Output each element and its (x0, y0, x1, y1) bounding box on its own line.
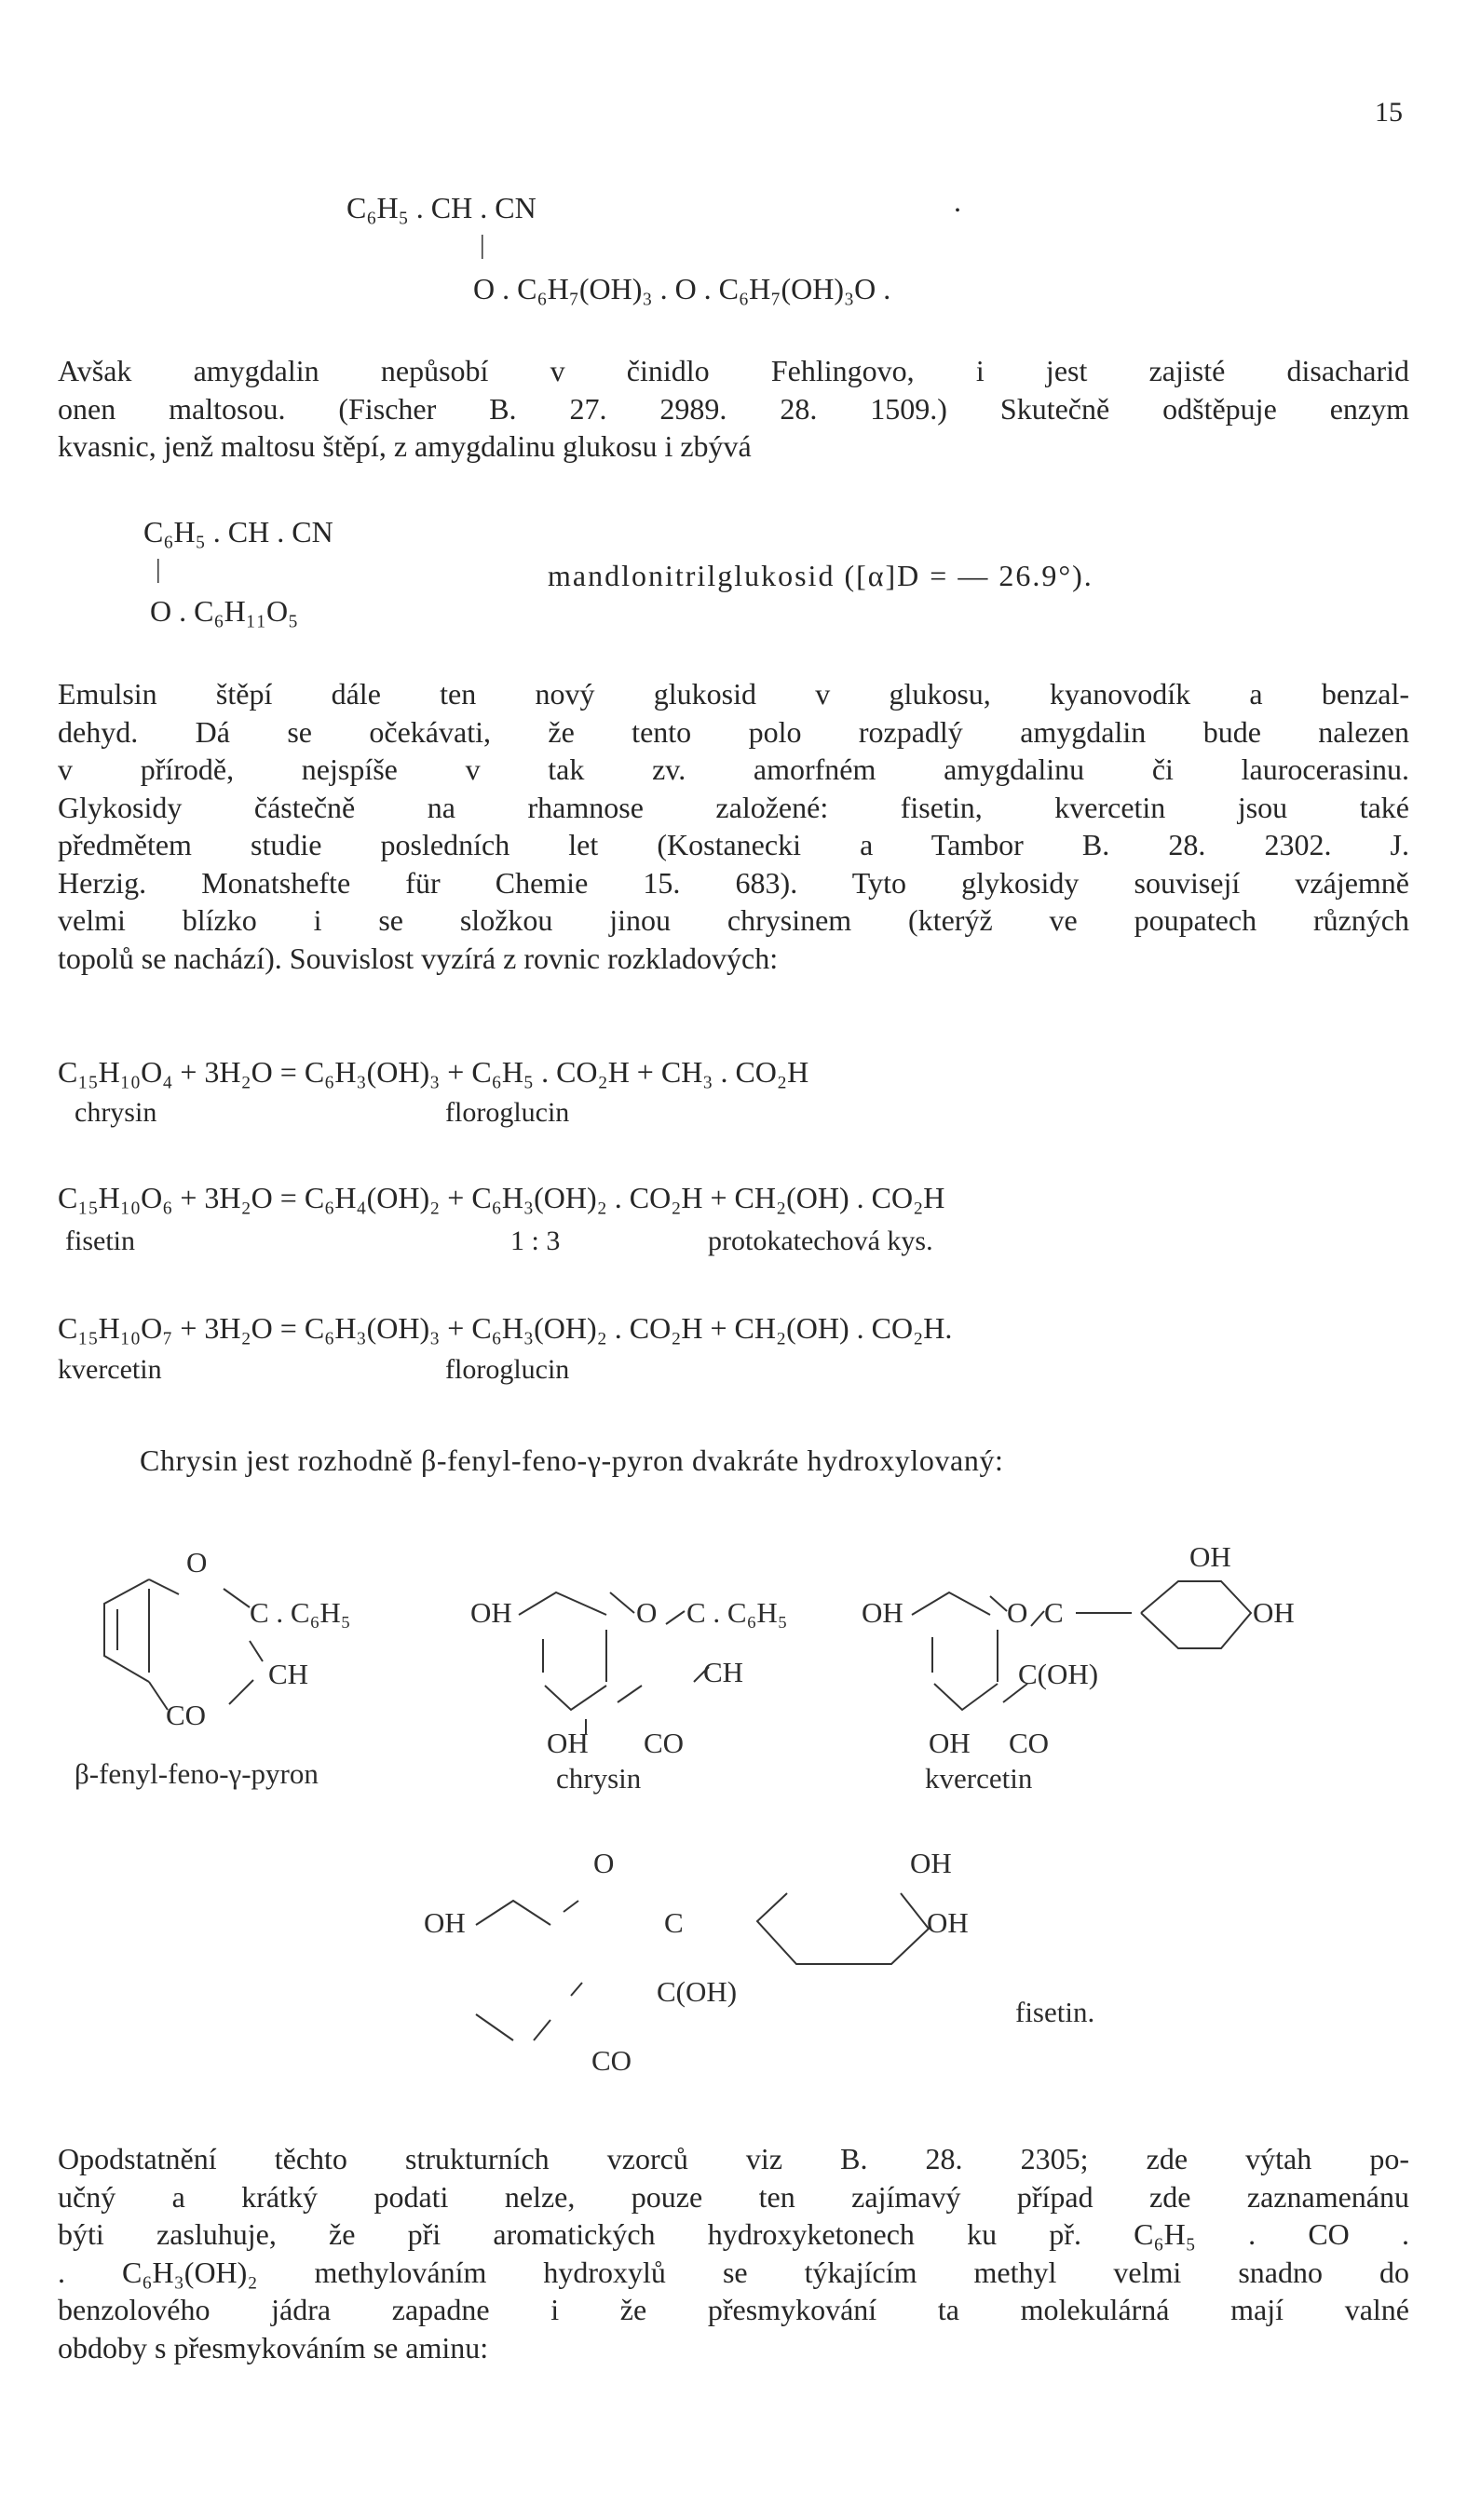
equation-formula: C₁₅H₁₀O₄ + 3H₂O = C₆H₃(OH)₃ + C₆H₅ . CO₂H + CH₃ . CO₂H (58, 1055, 809, 1089)
atom-label: OH (1189, 1540, 1231, 1573)
structure-label: β-fenyl-feno-γ-pyron (75, 1757, 319, 1790)
equation-label: fisetin (65, 1226, 135, 1256)
text-line: v přírodě, nejspíše v tak zv. amorfném amygdalinu či laurocerasinu. (58, 752, 1409, 786)
equation-formula: C₁₅H₁₀O₇ + 3H₂O = C₆H₃(OH)₃ + C₆H₃(OH)₂ . CO₂H + CH₂(OH) . CO₂H. (58, 1311, 953, 1345)
text-line: Opodstatnění těchto strukturních vzorců viz B. 28. 2305; zde výtah po- (58, 2142, 1409, 2175)
benzene-ring-bond (104, 1579, 149, 1682)
atom-label: OH (862, 1596, 903, 1629)
formula-line: C₆H₅ . CH . CN (346, 191, 537, 224)
formula-line: O . C₆H₇(OH)₃ . O . C₆H₇(OH)₃O . (473, 272, 891, 305)
atom-label: C (664, 1906, 684, 1939)
atom-label: OH (547, 1727, 589, 1759)
benzene-ring-bond (534, 2020, 550, 2040)
atom-label: O (636, 1596, 658, 1629)
atom-label: C . C₆H₅ (250, 1596, 351, 1629)
atom-label: O (1007, 1596, 1028, 1629)
paragraph (58, 2140, 1409, 2366)
formula-bond: | (480, 231, 485, 260)
atom-label: CO (1009, 1727, 1050, 1759)
page-number: 15 (1375, 97, 1403, 128)
benzene-ring-bond (1141, 1581, 1251, 1648)
text-line: Emulsin štěpí dále ten nový glukosid v glukosu, kyanovodík a benzal- (58, 677, 1409, 711)
text-line: předmětem studie posledních let (Kostanecki a Tambor B. 28. 2302. J. (58, 828, 1409, 861)
atom-label: C(OH) (1018, 1658, 1099, 1690)
text-line: velmi blízko i se složkou jinou chrysinem (kterýž ve poupatech různých (58, 903, 1409, 937)
text-line: obdoby s přesmykováním se aminu: (58, 2330, 489, 2364)
pyron-bond (224, 1589, 250, 1607)
equation-label: protokatechová kys. (708, 1226, 933, 1256)
benzene-ring-bond (610, 1592, 634, 1613)
atom-label: CH (703, 1656, 744, 1688)
atom-label: O (186, 1546, 208, 1578)
structure-kvercetin (862, 1518, 1383, 1795)
text-line: Glykosidy částečně na rhamnose založené: fisetin, kvercetin jsou také (58, 790, 1409, 824)
text-line: benzolového jádra zapadne i že přesmykování ta molekulárná mají valné (58, 2293, 1409, 2326)
benzene-ring-bond (476, 1901, 550, 1925)
structure-pyron (47, 1537, 531, 1797)
text-line: dehyd. Dá se očekávati, že tento polo rozpadlý amygdalin bude nalezen (58, 714, 1409, 749)
atom-label: C(OH) (657, 1975, 738, 2008)
paragraph (58, 675, 1409, 977)
atom-label: OH (929, 1727, 971, 1759)
benzene-ring-bond (564, 1901, 578, 1912)
pyron-bond (149, 1579, 179, 1594)
atom-label: OH (1253, 1596, 1295, 1629)
atom-label: OH (927, 1906, 969, 1939)
text-line: učný a krátký podati nelze, pouze ten zajímavý případ zde zaznamenánu (58, 2179, 1409, 2214)
equation-label: chrysin (75, 1097, 157, 1128)
atom-label: OH (910, 1847, 952, 1879)
text-line: . C₆H₃(OH)₂ methylováním hydroxylů se týkajícím methyl velmi snadno do (58, 2255, 1409, 2289)
structure-fisetin (424, 1839, 1169, 2119)
text-line: Avšak amygdalin nepůsobí v činidlo Fehlingovo, i jest zajisté disacharid (58, 354, 1409, 387)
equation-label: 1 : 3 (510, 1226, 561, 1256)
equation-label: floroglucin (445, 1097, 570, 1128)
pyron-bond (229, 1680, 253, 1704)
pyron-bond (149, 1682, 168, 1710)
atom-label: OH (424, 1906, 466, 1939)
benzene-ring-bond (934, 1684, 998, 1710)
pyron-bond (1031, 1611, 1044, 1626)
pyron-bond (250, 1641, 263, 1661)
text-line: Chrysin jest rozhodně β-fenyl-feno-γ-pyron dvakráte hydroxylovaný: (140, 1443, 1004, 1477)
atom-label: CH (268, 1658, 309, 1690)
atom-label: CO (644, 1727, 685, 1759)
structure-chrysin (470, 1537, 862, 1797)
benzene-ring-bond (912, 1592, 990, 1615)
benzene-ring-bond (990, 1596, 1007, 1611)
text-line: Herzig. Monatshefte für Chemie 15. 683). Tyto glykosidy souvisejí vzájemně (58, 865, 1409, 900)
formula-line: O . C₆H₁₁O₅ (150, 594, 299, 628)
formula-bond: | (156, 555, 161, 584)
benzene-ring-bond (545, 1686, 606, 1710)
pyron-bond (571, 1983, 582, 1996)
atom-label: O (593, 1847, 615, 1879)
formula-line: C₆H₅ . CH . CN (143, 515, 333, 549)
equation-label: floroglucin (445, 1354, 570, 1385)
benzene-ring-bond (476, 2014, 513, 2040)
text-line: kvasnic, jenž maltosu štěpí, z amygdalinu glukosu i zbývá (58, 429, 752, 463)
benzene-ring-bond (757, 1893, 929, 1964)
structure-label: kvercetin (925, 1762, 1033, 1795)
atom-label: CO (591, 2044, 632, 2077)
atom-label: C (1044, 1596, 1064, 1629)
formula-name: mandlonitrilglukosid ([α]D = — 26.9°). (548, 559, 1093, 592)
pyron-bond (666, 1611, 685, 1624)
equation-label: kvercetin (58, 1354, 162, 1385)
equation-formula: C₁₅H₁₀O₆ + 3H₂O = C₆H₄(OH)₂ + C₆H₃(OH)₂ . CO₂H + CH₂(OH) . CO₂H (58, 1181, 945, 1214)
text-line: onen maltosou. (Fischer B. 27. 2989. 28. 1509.) Skutečně odštěpuje enzym (58, 391, 1409, 426)
atom-label: CO (166, 1699, 207, 1731)
text-line: býti zasluhuje, že při aromatických hydroxyketonech ku př. C₆H₅ . CO . (58, 2217, 1409, 2251)
paragraph (58, 352, 1409, 466)
atom-label: OH (470, 1596, 512, 1629)
formula-dot: . (954, 184, 961, 218)
structure-label: chrysin (556, 1762, 642, 1795)
benzene-ring-bond (519, 1592, 606, 1615)
structure-label: fisetin. (1015, 1996, 1095, 2028)
text-line: topolů se nachází). Souvislost vyzírá z rovnic rozkladových: (58, 941, 779, 975)
atom-label: C . C₆H₅ (686, 1596, 788, 1629)
pyron-bond (618, 1686, 642, 1702)
